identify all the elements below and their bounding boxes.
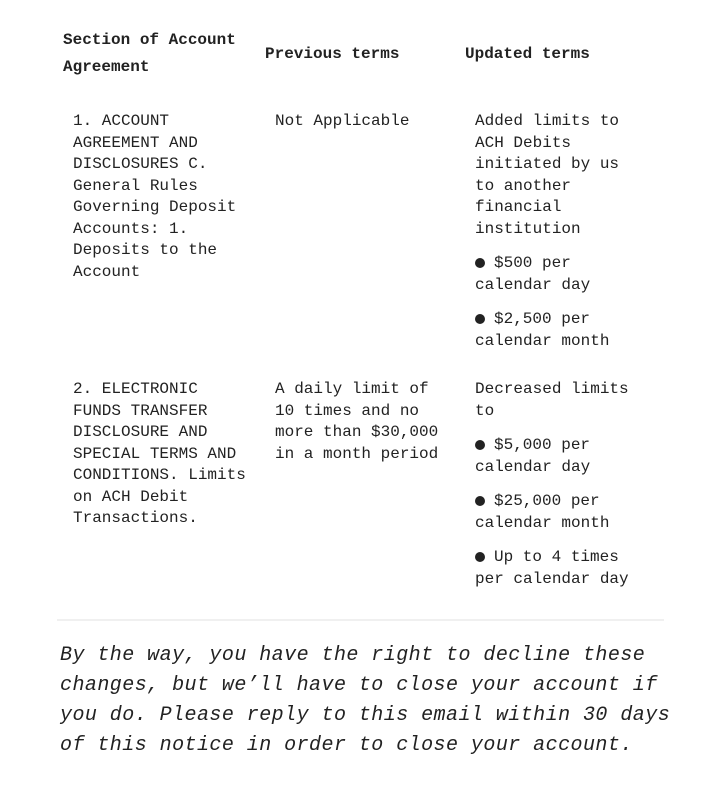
bullet-icon bbox=[475, 552, 485, 562]
horizontal-divider bbox=[57, 619, 664, 621]
section-cell bbox=[63, 111, 265, 283]
table-row bbox=[63, 379, 726, 590]
bullet-icon bbox=[475, 496, 485, 506]
column-header-previous-terms: Previous terms bbox=[265, 44, 400, 63]
bullet-text: $5,000 per calendar day bbox=[475, 436, 591, 476]
column-header-section-label: Section of Account Agreement bbox=[63, 31, 236, 76]
previous-terms-cell bbox=[265, 111, 465, 133]
bullet-icon bbox=[475, 440, 485, 450]
column-header-section bbox=[63, 27, 265, 81]
updated-terms-cell bbox=[465, 379, 726, 590]
updated-terms-cell bbox=[465, 111, 726, 352]
previous-terms-text: A daily limit of 10 times and no more than $30,000 in a month period bbox=[275, 380, 439, 463]
table-row bbox=[63, 111, 726, 352]
bullet-list-item bbox=[475, 547, 641, 590]
table-header-row bbox=[63, 27, 726, 81]
bullet-list-item bbox=[475, 253, 641, 296]
section-cell bbox=[63, 379, 265, 530]
bullet-list-item bbox=[475, 491, 641, 534]
previous-terms-text: Not Applicable bbox=[275, 112, 410, 130]
previous-terms-cell bbox=[265, 379, 465, 465]
closing-paragraph: By the way, you have the right to decline these changes, but we’ll have to close your account if you do. Please reply to this email within 30 days of this notice in order to close your account. bbox=[60, 644, 671, 757]
bullet-text: $2,500 per calendar month bbox=[475, 310, 610, 350]
bullet-icon bbox=[475, 314, 485, 324]
bullet-list-item bbox=[475, 309, 641, 352]
section-text: 1. ACCOUNT AGREEMENT AND DISCLOSURES C. General Rules Governing Deposit Accounts: 1. Deposits to the Account bbox=[73, 112, 237, 281]
section-text: 2. ELECTRONIC FUNDS TRANSFER DISCLOSURE AND SPECIAL TERMS AND CONDITIONS. Limits on ACH Debit Transactions. bbox=[73, 380, 246, 527]
bullet-icon bbox=[475, 258, 485, 268]
updated-terms-intro: Decreased limits to bbox=[475, 380, 629, 420]
bullet-text: Up to 4 times per calendar day bbox=[475, 548, 629, 588]
bullet-text: $25,000 per calendar month bbox=[475, 492, 610, 532]
bullet-list-item bbox=[475, 435, 641, 478]
bullet-text: $500 per calendar day bbox=[475, 254, 591, 294]
column-header-updated-terms: Updated terms bbox=[465, 44, 590, 63]
updated-terms-intro: Added limits to ACH Debits initiated by us to another financial institution bbox=[475, 112, 620, 238]
